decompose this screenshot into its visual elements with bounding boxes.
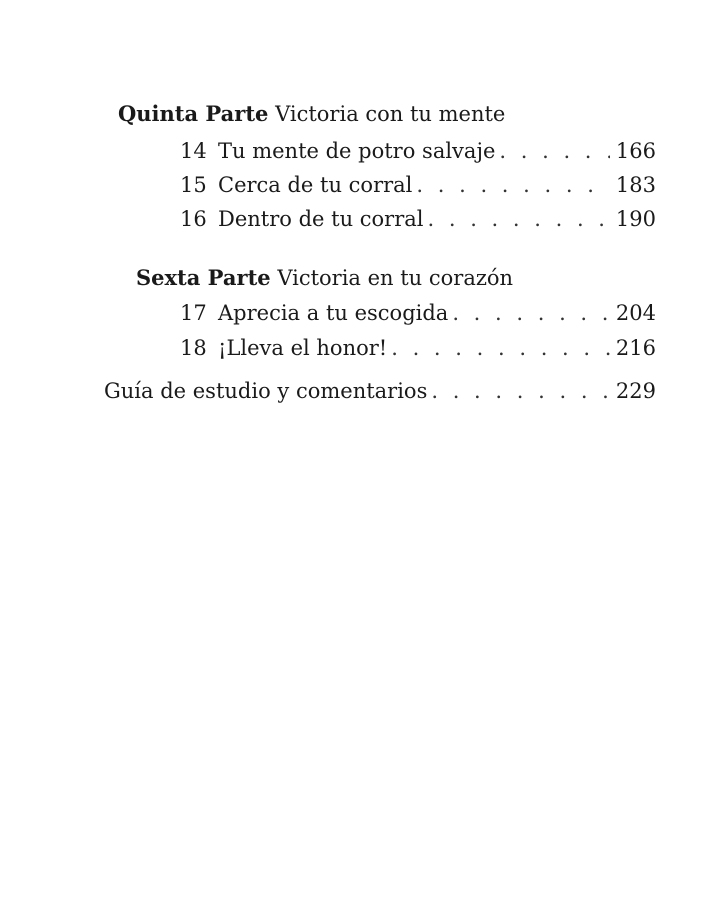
toc-entry-study-guide[interactable] xyxy=(104,378,656,404)
page-number: 190 xyxy=(615,207,656,231)
toc-entry-16[interactable] xyxy=(180,206,656,232)
dot-leader xyxy=(391,335,610,361)
dot-leader xyxy=(431,378,610,404)
dot-leader xyxy=(428,206,610,232)
chapter-title: Dentro de tu corral xyxy=(218,207,424,231)
part-heading-sexta xyxy=(136,266,513,290)
chapter-number: 16 xyxy=(180,207,207,231)
chapter-title: ¡Lleva el honor! xyxy=(218,336,388,360)
part-label: Quinta Parte xyxy=(118,101,269,126)
chapter-title: Aprecia a tu escogida xyxy=(218,301,449,325)
toc-entry-15[interactable] xyxy=(180,172,656,198)
appendix-title: Guía de estudio y comentarios xyxy=(104,379,428,403)
page-number: 183 xyxy=(615,173,656,197)
dot-leader xyxy=(416,172,610,198)
toc-entry-17[interactable] xyxy=(180,300,656,326)
chapter-title: Cerca de tu corral xyxy=(218,173,413,197)
toc-entry-18[interactable] xyxy=(180,335,656,361)
page-number: 229 xyxy=(615,379,656,403)
dot-leader xyxy=(452,300,610,326)
chapter-title: Tu mente de potro salvaje xyxy=(218,139,496,163)
page-number: 204 xyxy=(615,301,656,325)
part-heading-quinta xyxy=(118,102,505,126)
toc-entry-14[interactable] xyxy=(180,138,656,164)
page-number: 216 xyxy=(615,336,656,360)
chapter-number: 17 xyxy=(180,301,207,325)
chapter-number: 15 xyxy=(180,173,207,197)
page-number: 166 xyxy=(615,139,656,163)
part-label: Sexta Parte xyxy=(136,265,271,290)
chapter-number: 18 xyxy=(180,336,207,360)
chapter-number: 14 xyxy=(180,139,207,163)
dot-leader xyxy=(499,138,610,164)
part-title: Victoria con tu mente xyxy=(275,102,506,126)
part-title: Victoria en tu corazón xyxy=(277,266,514,290)
